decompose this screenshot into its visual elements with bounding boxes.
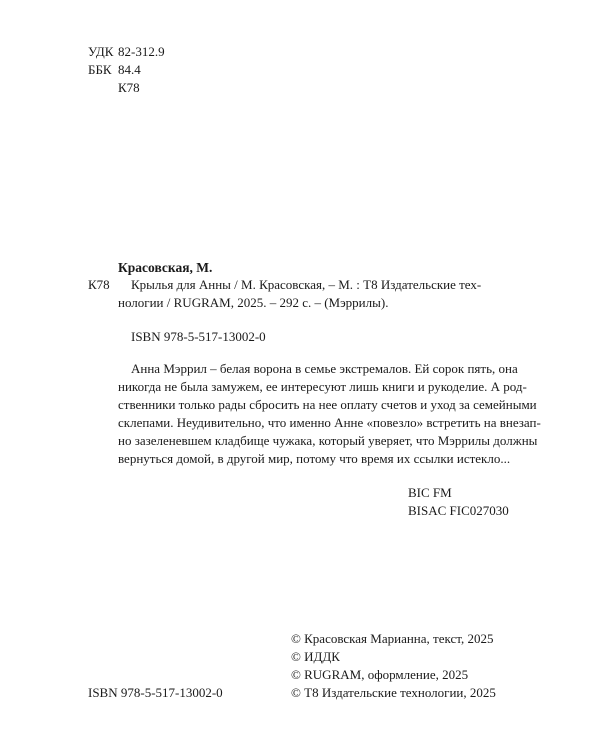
udk-value: 82-312.9 bbox=[118, 44, 165, 59]
bisac-code: BISAC FIC027030 bbox=[408, 503, 509, 518]
entry-title-line-2: нологии / RUGRAM, 2025. – 292 с. – (Мэррилы). bbox=[118, 295, 389, 310]
copyright-text: © Красовская Марианна, текст, 2025 bbox=[291, 631, 494, 646]
bbk-value: 84.4 bbox=[118, 62, 141, 77]
copyright-publisher: © Т8 Издательские технологии, 2025 bbox=[291, 685, 496, 700]
footer-isbn: ISBN 978-5-517-13002-0 bbox=[88, 685, 223, 700]
bic-code: BIC FM bbox=[408, 485, 452, 500]
copyright-design: © RUGRAM, оформление, 2025 bbox=[291, 667, 469, 682]
udk-label: УДК bbox=[88, 44, 114, 59]
annotation-line-6: вернуться домой, в другой мир, потому что время их ссылки истекло... bbox=[118, 451, 511, 466]
entry-isbn: ISBN 978-5-517-13002-0 bbox=[131, 329, 266, 344]
bbk-label: ББК bbox=[88, 62, 112, 77]
copyright-iddk: © ИДДК bbox=[291, 649, 340, 664]
annotation-line-5: но зазеленевшем кладбище чужака, который уверяет, что Мэррилы должны bbox=[118, 433, 538, 448]
entry-title-line-1: Крылья для Анны / М. Красовская, – М. : Т8 Издательские тех- bbox=[131, 277, 482, 292]
annotation-line-1: Анна Мэррил – белая ворона в семье экстремалов. Ей сорок пять, она bbox=[131, 361, 518, 376]
annotation-line-3: ственники только рады сбросить на нее оплату счетов и уход за семейными bbox=[118, 397, 537, 412]
author-heading: Красовская, М. bbox=[118, 260, 213, 275]
annotation-line-2: никогда не была замужем, ее интересуют лишь книги и рукоделие. А род- bbox=[118, 379, 527, 394]
entry-code: К78 bbox=[88, 277, 110, 292]
annotation-line-4: склепами. Неудивительно, что именно Анне «повезло» встретить на внезап- bbox=[118, 415, 541, 430]
author-mark: К78 bbox=[118, 80, 140, 95]
